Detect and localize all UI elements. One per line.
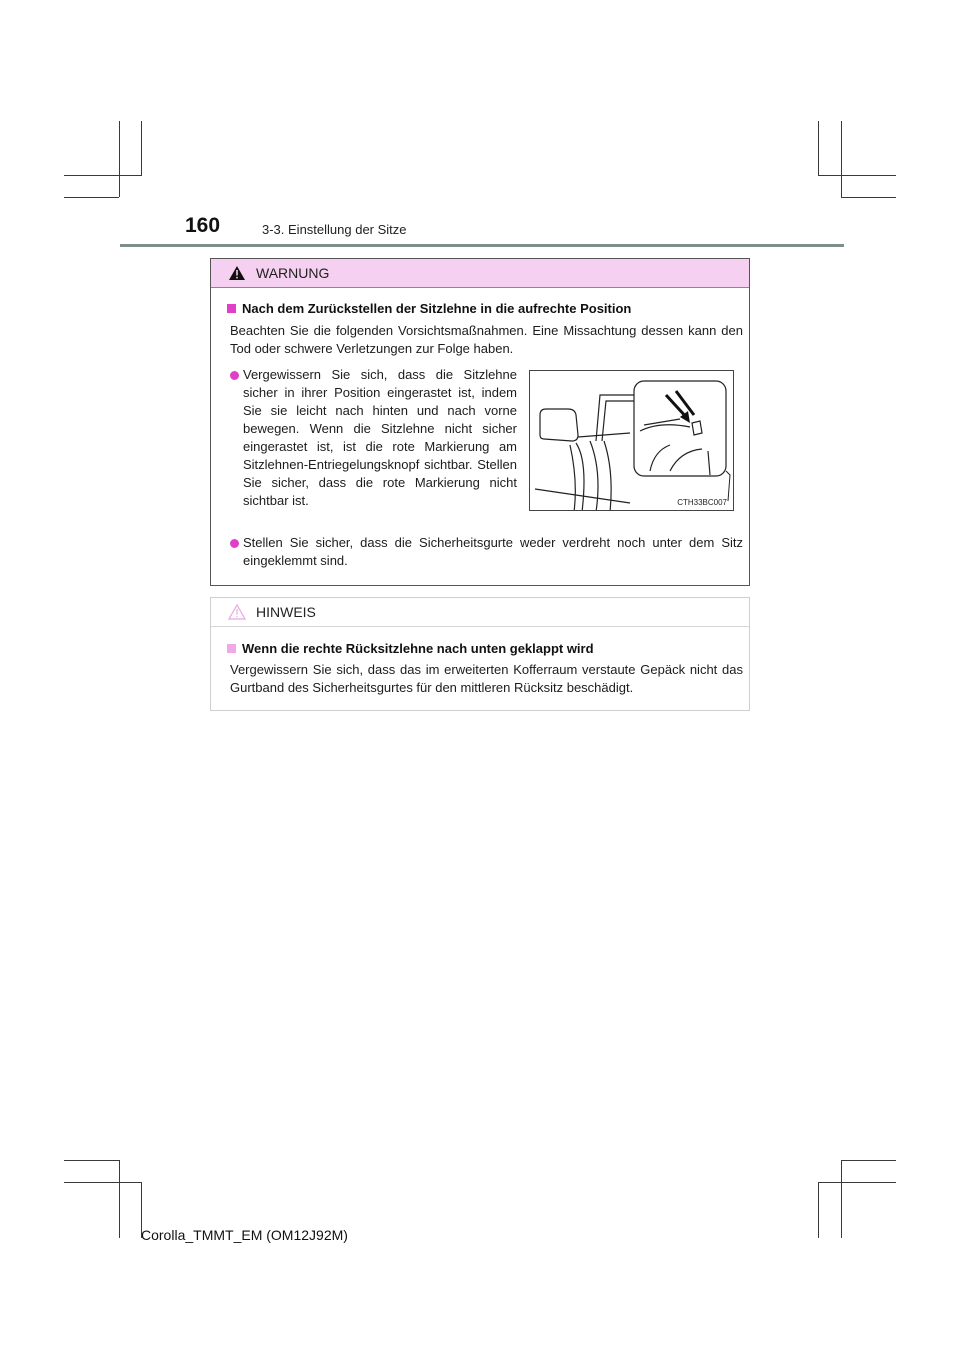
bullet-dot-icon xyxy=(230,371,239,380)
crop-mark xyxy=(141,121,142,175)
bullet-dot-icon xyxy=(230,539,239,548)
header-rule xyxy=(120,244,844,247)
image-code: CTH33BC007 xyxy=(677,498,727,507)
page-number: 160 xyxy=(185,214,221,237)
crop-mark xyxy=(818,121,819,175)
crop-mark xyxy=(841,1160,842,1238)
warning-heading xyxy=(227,301,631,316)
note-heading xyxy=(227,641,594,656)
crop-mark xyxy=(64,197,119,198)
crop-mark xyxy=(119,1160,120,1238)
warning-header xyxy=(211,259,749,288)
section-title: 3-3. Einstellung der Sitze xyxy=(262,222,407,237)
note-title: HINWEIS xyxy=(256,604,316,620)
crop-mark xyxy=(841,1160,896,1161)
warning-icon xyxy=(228,265,246,281)
crop-mark xyxy=(64,175,142,176)
caution-icon xyxy=(228,604,246,620)
warning-intro: Beachten Sie die folgenden Vorsichtsmaßnahmen. Eine Missachtung dessen kann den Tod oder schwere Verletzungen zur Folge haben. xyxy=(230,323,743,356)
square-bullet-icon xyxy=(227,304,236,313)
warning-title: WARNUNG xyxy=(256,265,330,281)
note-heading-text: Wenn die rechte Rücksitzlehne nach unten geklappt wird xyxy=(242,641,594,656)
crop-mark xyxy=(841,121,842,197)
crop-mark xyxy=(818,1182,896,1183)
crop-mark xyxy=(64,1182,142,1183)
note-header xyxy=(211,598,749,627)
crop-mark xyxy=(64,1160,119,1161)
seat-latch-drawing xyxy=(530,371,734,511)
square-bullet-icon xyxy=(227,644,236,653)
warning-bullet-2: Stellen Sie sicher, dass die Sicherheitsgurte weder verdreht noch unter dem Sitz eingeklemmt sind. xyxy=(243,535,743,568)
warning-box xyxy=(210,258,750,586)
crop-mark xyxy=(119,121,120,197)
seat-illustration xyxy=(529,370,734,511)
crop-mark xyxy=(818,175,896,176)
note-box xyxy=(210,597,750,711)
note-body: Vergewissern Sie sich, dass das im erweiterten Kofferraum verstaute Gepäck nicht das Gurtband des Sicherheitsgurtes für den mittleren Rücksitz beschädigt. xyxy=(230,662,743,695)
warning-heading-text: Nach dem Zurückstellen der Sitzlehne in die aufrechte Position xyxy=(242,301,632,316)
crop-mark xyxy=(841,197,896,198)
document-code: Corolla_TMMT_EM (OM12J92M) xyxy=(141,1227,348,1243)
warning-bullet-1: Vergewissern Sie sich, dass die Sitzlehne sicher in ihrer Position eingerastet ist, indem Sie sie leicht nach hinten und nach vorne bewegen. Wenn die Sitzlehne nicht sicher eingerastet ist, ist die rote Markierung am Sitzlehnen-Entriegelungsknopf sichtbar. Stellen Sie sicher, dass die rote Markierung nicht sichtbar ist. xyxy=(243,367,517,508)
crop-mark xyxy=(818,1182,819,1238)
